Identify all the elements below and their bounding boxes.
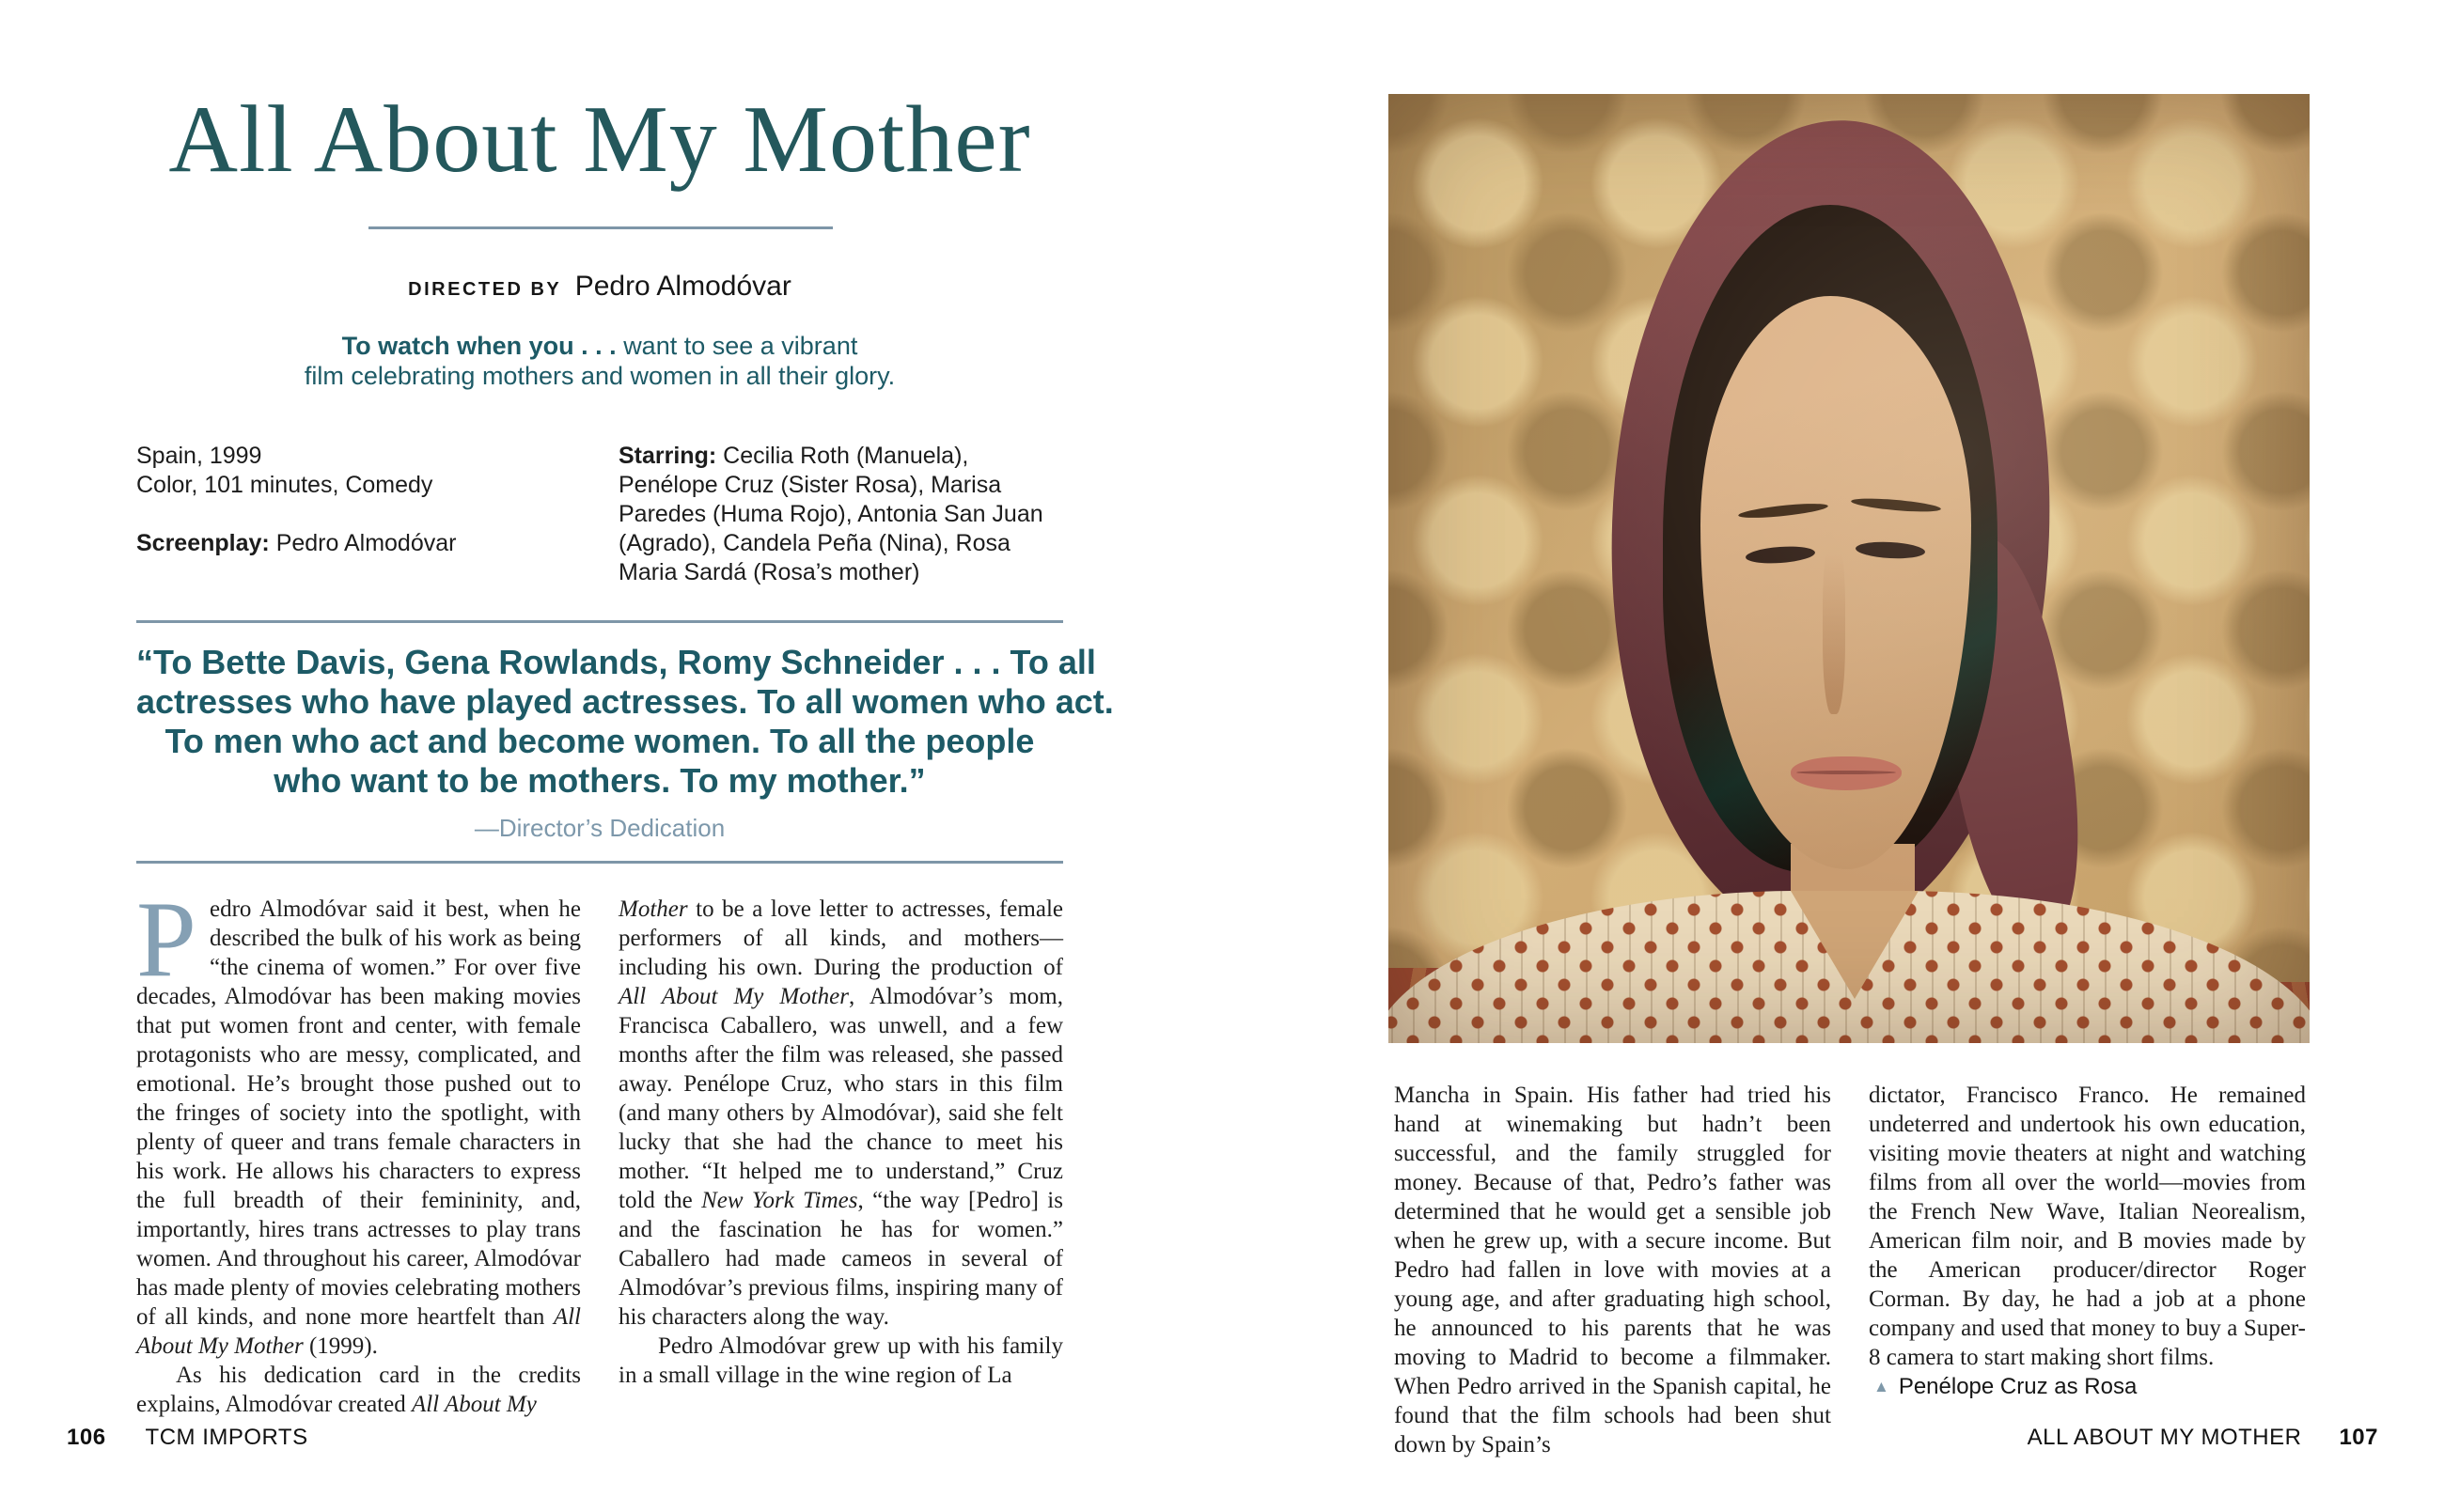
left-footer-section: TCM IMPORTS (145, 1425, 308, 1450)
director-name: Pedro Almodóvar (574, 271, 791, 302)
photo-hair (1663, 205, 1998, 872)
photo-sofa-band (2178, 982, 2310, 1043)
caption-text: Penélope Cruz as Rosa (1898, 1374, 2138, 1399)
left-page-body (136, 880, 1063, 1419)
photo-blouse (1388, 891, 2310, 1043)
left-body-column-2 (619, 895, 1063, 1419)
dedication-line-3: To men who act and become women. To all the people (164, 722, 1035, 760)
photo-eyebrow (1738, 501, 1829, 521)
to-watch-blurb (136, 331, 1063, 391)
left-page-footer (67, 1425, 308, 1451)
page-title: All About My Mother (168, 86, 1031, 193)
left-page-number: 106 (67, 1425, 106, 1450)
photo-eye (1745, 544, 1815, 565)
body-paragraph: dictator, Francisco Franco. He remained undeterred and undertook his own education, visiting movie theaters at night and watching films from all over the world—movies from the French New Wave, Italian Neorealism, American film noir, and B movies made by the American producer/director Roger Corman. By day, he had a job at a phone company and used that money to buy a Super-8 camera to start making short films. (1869, 1083, 2306, 1370)
right-page-number: 107 (2339, 1425, 2378, 1450)
body-paragraph: Pedro Almodóvar grew up with his family in a small village in the wine region of La (619, 1333, 1063, 1388)
directed-by-line (136, 271, 1063, 303)
right-footer-section: ALL ABOUT MY MOTHER (2027, 1425, 2302, 1450)
format-line: Color, 101 minutes, Comedy (136, 472, 433, 498)
film-details-left (136, 442, 581, 587)
photo-caption (1873, 1374, 2137, 1400)
photo-eyebrow (1851, 496, 1942, 514)
to-watch-rest: want to see a vibrant (623, 332, 858, 360)
photo-nose (1823, 536, 1845, 714)
photo-sofa-band (1388, 968, 1670, 1043)
right-body-column-1 (1394, 1081, 1831, 1459)
dedication-attribution: —Director’s Dedication (474, 814, 726, 842)
divider-bottom (136, 861, 1063, 864)
to-watch-line2: film celebrating mothers and women in all their glory. (304, 362, 896, 390)
photo-eye (1856, 540, 1926, 560)
dedication-quote (136, 643, 1114, 801)
drop-cap: P (136, 880, 196, 999)
body-paragraph: Mancha in Spain. His father had tried his hand at winemaking but hadn’t been successful, and the family struggled for money. Because of that, Pedro’s father was determined that he would get a sensible job when he grew up, with a secure income. But Pedro had fallen in love with movies at a young age, and after graduating high school, he announced to his parents that he was moving to Madrid to become a filmmaker. When Pedro arrived in the Spanish capital, he found that the film schools had been shut down by Spain’s (1394, 1083, 1831, 1457)
body-paragraph: Mother to be a love letter to actresses, female performers of all kinds, and mothers—including his own. During the production of All About My Mother, Almodóvar’s mom, Francisca Caballero, was unwell, and a few months after the film was released, she passed away. Penélope Cruz, who stars in this film (and many others by Almodóvar), said she felt lucky that she had the chance to meet his mother. “It helped me to understand,” Cruz told the New York Times, “the way [Pedro] is and the fascination he has for women.” Caballero had made cameos in several of Almodóvar’s previous films, inspiring many of his characters along the way. (619, 896, 1063, 1330)
photo-collar (1791, 891, 1919, 999)
photo-face (1700, 296, 1971, 869)
photo-lips (1791, 756, 1902, 790)
screenplay-line: Screenplay: Pedro Almodóvar (136, 530, 457, 556)
photo-headscarf-tail (1919, 529, 2099, 946)
photo-penelope-cruz (1388, 94, 2310, 1043)
directed-by-label: DIRECTED BY (408, 279, 562, 300)
left-body-column-1 (136, 880, 581, 1419)
to-watch-lead: To watch when you . . . (341, 332, 624, 360)
title-rule (368, 226, 833, 229)
photo-headscarf (1598, 113, 2063, 945)
right-page-footer (2028, 1425, 2378, 1451)
photo-neck (1791, 844, 1915, 966)
caption-triangle-icon: ▲ (1873, 1378, 1889, 1395)
country-year: Spain, 1999 (136, 443, 262, 469)
dedication-line-2: actresses who have played actresses. To all women who act. (136, 682, 1114, 721)
dedication-line-1: “To Bette Davis, Gena Rowlands, Romy Schneider . . . To all (136, 643, 1096, 681)
right-body-column-2 (1869, 1081, 2306, 1459)
right-page-body (1394, 1081, 2311, 1459)
dedication-line-4: who want to be mothers. To my mother.” (274, 761, 926, 800)
divider-top (136, 620, 1063, 623)
film-details (136, 442, 1063, 587)
body-paragraph: As his dedication card in the credits explains, Almodóvar created All About My (136, 1363, 581, 1417)
body-paragraph: Pedro Almodóvar said it best, when he described the bulk of his work as being “the cinema of women.” For over five decades, Almodóvar has been making movies that put women front and center, with female protagonists who are messy, complicated, and emotional. He’s brought those pushed out to the fringes of society into the spotlight, with plenty of queer and trans female characters in his work. He allows his characters to express the full breadth of their femininity, and, importantly, hires trans actresses to play trans women. And throughout his career, Almodóvar has made plenty of movies celebrating mothers of all kinds, and none more heartfelt than All About My Mother (1999). (136, 880, 581, 1359)
film-details-starring: Starring: Cecilia Roth (Manuela), Penélope Cruz (Sister Rosa), Marisa Paredes (Huma Rojo), Antonia San Juan (Agrado), Candela Peña (Nina), Rosa Maria Sardá (Rosa’s mother) (619, 443, 1043, 585)
